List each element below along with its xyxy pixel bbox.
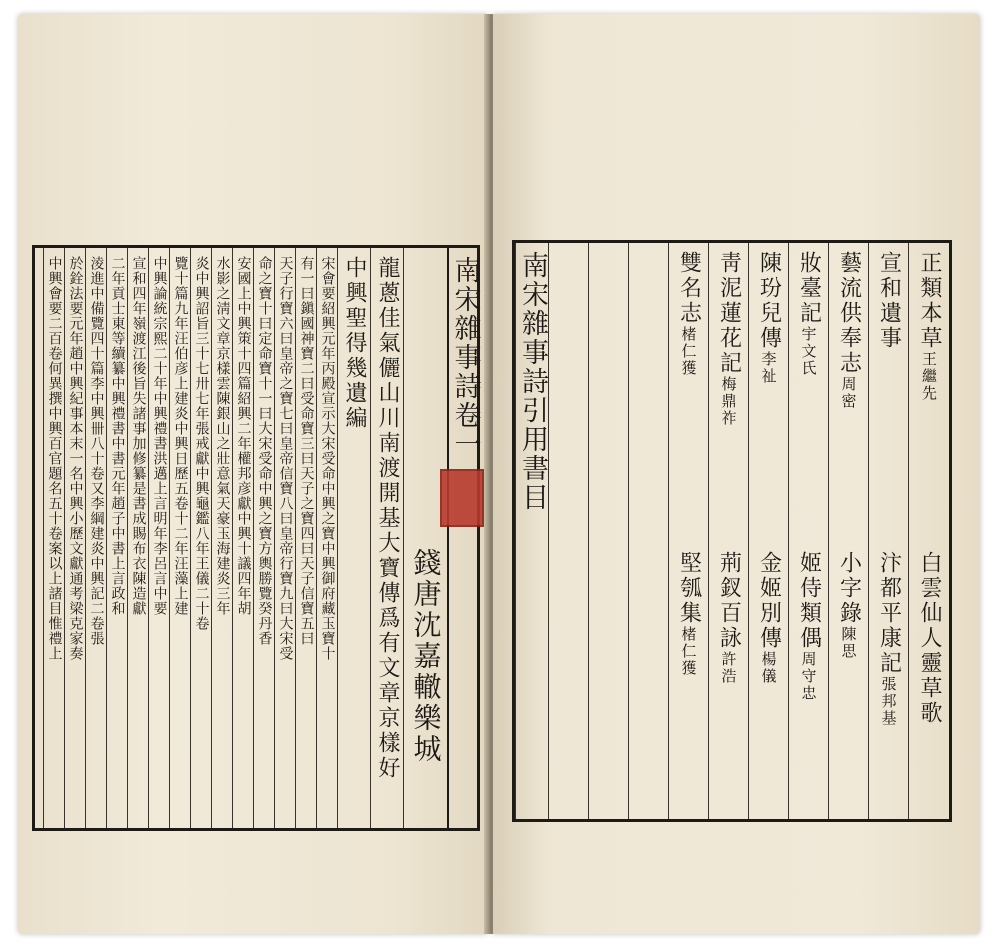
commentary-line: 水影之淸文章京樣雲陳銀山之壯意氣天豪玉海建炎三年: [214, 256, 231, 616]
catalog-entry-column: [868, 243, 908, 819]
commentary-line: 炎中興詔旨三十七卅七年張戒獻中興龜鑑八年王儀二十卷: [193, 256, 210, 631]
book-title: 姬侍類偶: [796, 551, 822, 651]
catalog-entry-column: [708, 243, 748, 819]
right-text-frame: [512, 240, 952, 822]
book-author: 許浩: [719, 651, 738, 685]
book-title: 堅瓠集: [676, 551, 702, 626]
author-name: 錢唐沈嘉轍樂城: [409, 548, 443, 765]
commentary-line: 天子行寶六曰皇帝之寶七曰皇帝信寶八曰皇帝行寶九曰大宋受: [277, 256, 294, 661]
commentary-column: [295, 248, 316, 828]
poem-line-1: 龍蔥佳氣儷山川南渡開基大寶傳爲有文章京樣好: [375, 256, 400, 781]
right-page: [493, 14, 980, 934]
book-author: 楮仁獲: [679, 626, 698, 677]
left-page: [18, 14, 488, 934]
book-author: 楮仁獲: [679, 326, 698, 377]
book-author: 楊儀: [759, 651, 778, 685]
commentary-line: 宣和四年嶺渡江後旨失諸事加修纂是書成賜布衣陳造獻: [130, 256, 147, 616]
volume-title: 南宋雜事詩卷一: [449, 256, 481, 459]
commentary-line: 命之寶十曰定命寶十一曰大宋受命中興之寶方輿勝覽癸丹香: [256, 256, 273, 646]
book-title: 妝臺記: [796, 251, 822, 326]
commentary-column: [211, 248, 232, 828]
commentary-column: [106, 248, 127, 828]
left-text-frame: [32, 245, 480, 831]
commentary-column: [85, 248, 106, 828]
commentary-line: 淩進中備覽四十篇李中興卌八十卷又李綱建炎中興記二卷張: [88, 256, 105, 646]
empty-column: [588, 243, 628, 819]
catalog-entry-column: [828, 243, 868, 819]
commentary-line: 安國上中興策十四篇紹興二年權邦彦獻中興十議四年胡: [235, 256, 252, 616]
book-author: 周密: [839, 376, 858, 410]
empty-column: [628, 243, 668, 819]
commentary-line: 二年貢士東等續纂中興禮書中書元年趙子中書上言政和: [109, 256, 126, 616]
commentary-column: [190, 248, 211, 828]
author-column: [403, 248, 447, 828]
red-seal-stamp: [440, 469, 484, 527]
commentary-line: 覽十篇九年汪伯彦上建炎中興日歷五卷十二年汪藻上建: [172, 256, 189, 616]
commentary-line: 宋會要紹興元年丙殿宣示大宋受命中興之寶中興御府藏玉寶十: [319, 256, 336, 661]
book-title: 靑泥蓮花記: [716, 251, 742, 376]
poem-line-2: 中興聖得幾遺編: [342, 256, 367, 431]
catalog-entry-column: [668, 243, 708, 819]
book-author: 陳思: [839, 626, 858, 660]
open-book: [18, 14, 980, 934]
commentary-column: [274, 248, 295, 828]
poem-column-2: [337, 248, 370, 828]
commentary-line: 中興論統宗熙二十年中興禮書洪邁上言明年李呂言中要: [151, 256, 168, 616]
book-author: 宇文氏: [799, 326, 818, 377]
book-title: 汴都平康記: [876, 551, 902, 676]
commentary-column: [127, 248, 148, 828]
book-title: 藝流供奉志: [836, 251, 862, 376]
commentary-column: [253, 248, 274, 828]
book-title: 宣和遺事: [876, 251, 902, 351]
book-title: 白雲仙人靈草歌: [917, 551, 942, 726]
book-title: 雙名志: [676, 251, 702, 326]
catalog-title-column: [515, 243, 548, 819]
commentary-column: [43, 248, 64, 828]
commentary-column: [169, 248, 190, 828]
commentary-column: [148, 248, 169, 828]
book-title: 正類本草: [917, 251, 942, 351]
catalog-entry-column: [788, 243, 828, 819]
book-title: 荊釵百詠: [716, 551, 742, 651]
commentary-column: [64, 248, 85, 828]
commentary-line: 中興會要二百卷何異撰中興百官題名五十卷案以上諸目惟禮上: [46, 256, 63, 661]
empty-column: [548, 243, 588, 819]
commentary-column: [316, 248, 337, 828]
book-title: 小字錄: [836, 551, 862, 626]
book-author: 張邦基: [879, 676, 898, 727]
catalog-title: 南宋雜事詩引用書目: [517, 251, 548, 512]
book-title: 陳玢兒傳: [756, 251, 782, 351]
book-author: 王繼先: [920, 351, 938, 402]
book-author: 周守忠: [799, 651, 818, 702]
book-author: 李祉: [759, 351, 778, 385]
catalog-entry-column: [908, 243, 949, 819]
commentary-line: 有一曰鎭國神寶二曰受命寶三曰天子之寶四曰天子信寶五曰: [298, 256, 315, 646]
poem-column-1: [370, 248, 403, 828]
book-author: 梅鼎祚: [719, 376, 738, 427]
book-title: 金姬別傳: [756, 551, 782, 651]
volume-title-column: [447, 248, 480, 828]
commentary-line: 於銓法要元年趙中興紀事本末一名中興小歷文獻通考梁克家奏: [67, 256, 84, 661]
catalog-entry-column: [748, 243, 788, 819]
commentary-column: [232, 248, 253, 828]
